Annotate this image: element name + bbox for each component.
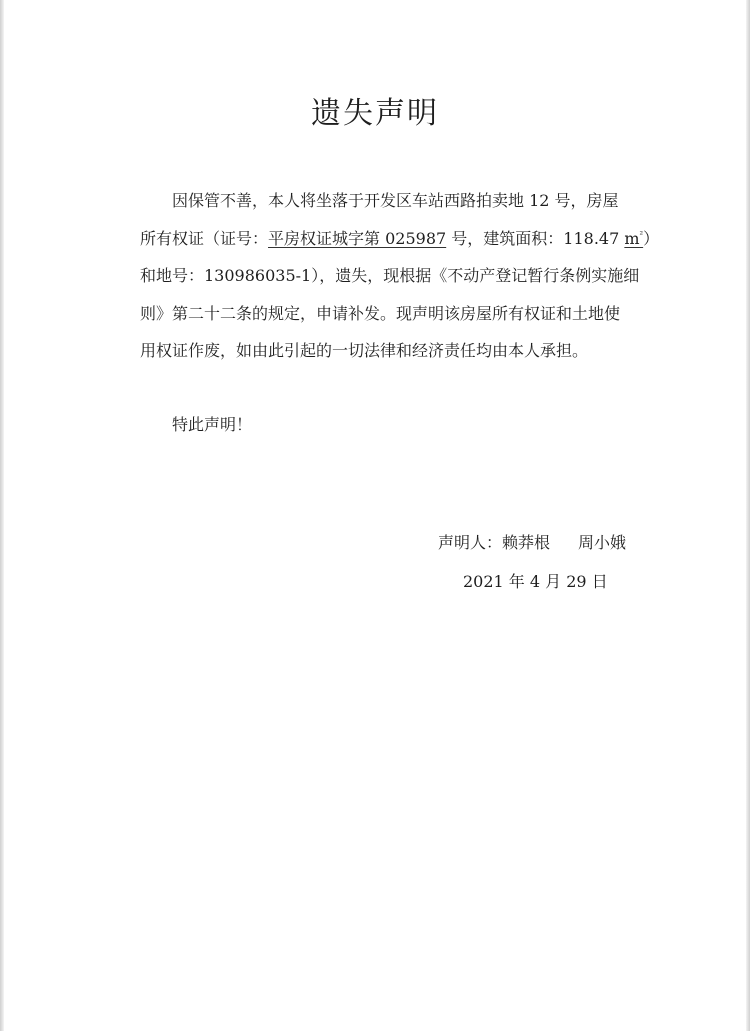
declarant-signature: [438, 524, 626, 561]
declarant-label: 声明人：: [438, 533, 503, 552]
declarant-name-1: 赖莽根: [502, 533, 551, 552]
paragraph-line-3: 和地号：130986035-1），遗失，现根据《不动产登记暂行条例实施细: [140, 266, 640, 285]
paragraph-line-2-mid: 号，建筑面积：118.47: [446, 228, 625, 248]
area-unit-base: m: [624, 228, 640, 248]
scan-edge-right: [746, 0, 750, 1031]
closing-statement: 特此声明！: [172, 415, 253, 434]
paragraph-line-1: 因保管不善，本人将坐落于开发区车站西路拍卖地 12 号，房屋: [172, 191, 619, 210]
paragraph-line-2-start: 所有权证（证号：: [140, 228, 269, 248]
scan-edge-left: [0, 0, 4, 1031]
paragraph-line-2: [140, 220, 662, 258]
area-unit-superscript: ²: [639, 230, 644, 241]
document-title: 遗失声明: [311, 96, 439, 131]
certificate-number: 平房权证城字第 025987: [268, 228, 447, 248]
declaration-date: 2021 年 4 月 29 日: [463, 572, 608, 591]
area-unit: [624, 229, 643, 248]
paragraph-line-2-end: ）: [643, 228, 660, 248]
paragraph-line-4: 则》第二十二条的规定，申请补发。现声明该房屋所有权证和土地使: [140, 303, 621, 323]
paragraph-line-5: 用权证作废，如由此引起的一切法律和经济责任均由本人承担。: [140, 341, 589, 360]
declarant-name-2: 周小娥: [578, 533, 627, 552]
statement-paragraph: [140, 182, 662, 370]
